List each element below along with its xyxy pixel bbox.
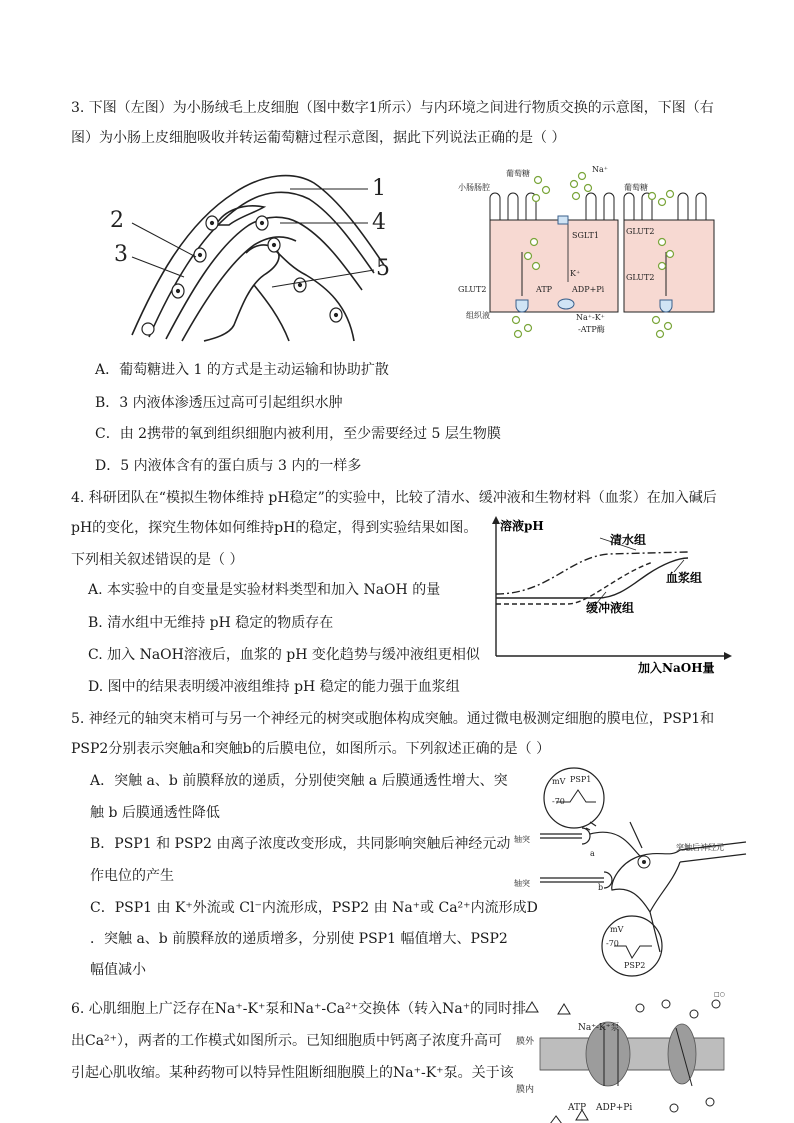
q3-label-4: 4 (372, 210, 386, 235)
q5-option-b-line1: B．PSP1 和 PSP2 由离子浓度改变形成，共同影响突触后神经元动 (90, 836, 511, 852)
q4-option-b: B. 清水组中无维持 pH 稳定的物质存在 (88, 615, 334, 631)
psp2-mv: mV (610, 925, 624, 934)
q5-option-a-line2: 触 b 后膜通透性降低 (90, 805, 220, 821)
q5-option-a-line1: A．突触 a、b 前膜释放的递质，分别使突触 a 后膜通透性增大、突 (90, 773, 508, 789)
inside-label: 膜内 (516, 1085, 535, 1095)
q4-option-c: C. 加入 NaOH溶液后，血浆的 pH 变化趋势与缓冲液组更相似 (88, 647, 480, 663)
adp-label: ADP+Pi (596, 1103, 633, 1113)
pump-label: Na⁺-K⁺泵 (578, 1023, 620, 1033)
q3-label-glut2-right: GLUT2 (626, 273, 655, 282)
x-axis-arrow (724, 652, 732, 660)
q3-label-sglt1: SGLT1 (572, 231, 599, 240)
q3-option-d: D．5 内液体含有的蛋白质与 3 内的一样多 (95, 458, 362, 474)
series-line-water (496, 552, 688, 594)
q3-label-5: 5 (376, 256, 390, 281)
q3-label-na: Na⁺ (592, 165, 608, 174)
q3-label-3: 3 (114, 242, 128, 267)
y-axis-arrow (492, 516, 500, 524)
q3-label-glucose2: 葡萄糖 (624, 183, 648, 192)
q4-stem-line3: 下列相关叙述错误的是（ ） (71, 552, 244, 568)
q5-stem-line1: 5. 神经元的轴突末梢可与另一个神经元的树突或胞体构成突触。通过微电极测定细胞的膜电位，PSP1和 (71, 711, 715, 727)
q6-pump-figure (516, 990, 730, 1123)
q3-option-c: C．由 2携带的氧到组织细胞内被利用，至少需要经过 5 层生物膜 (95, 426, 501, 442)
psp1-label: PSP1 (570, 775, 592, 784)
q3-stem-line2: 图）为小肠上皮细胞吸收并转运葡萄糖过程示意图，据此下列说法正确的是（ ） (71, 130, 566, 146)
q3-label-tissue: 组织液 (466, 311, 490, 320)
q5-option-c-line3: 幅值减小 (90, 962, 146, 978)
q4-stem-line1: 4. 科研团队在“模拟生物体维持 pH稳定”的实验中，比较了清水、缓冲液和生物材料（血浆）在加入碱后 (71, 490, 717, 506)
q3-label-atp: ATP (536, 285, 553, 294)
outside-label: 膜外 (516, 1037, 535, 1047)
q3-villus-figure (104, 165, 404, 345)
q3-option-b: B．3 内液体渗透压过高可引起组织水肿 (95, 395, 343, 411)
q3-label-pump1: Na⁺-K⁺ (576, 313, 605, 322)
legend-plasma: 血浆组 (666, 571, 703, 585)
q5-option-b-line2: 作电位的产生 (90, 868, 174, 884)
psp1-mv: mV (552, 777, 566, 786)
q3-stem-line1: 3. 下图（左图）为小肠绒毛上皮细胞（图中数字1所示）与内环境之间进行物质交换的示意图，下图（右 (71, 100, 714, 116)
q3-option-a: A．葡萄糖进入 1 的方式是主动运输和协助扩散 (95, 362, 389, 378)
axon-b-label: 轴突 (514, 879, 530, 888)
q6-stem-line3: 引起心肌收缩。某种药物可以特异性阻断细胞膜上的Na⁺-K⁺泵。关于该 (71, 1065, 514, 1081)
q4-option-a: A. 本实验中的自变量是实验材料类型和加入 NaOH 的量 (88, 582, 441, 598)
psp1-minus70: -70 (552, 797, 565, 806)
q4-stem-line2: pH的变化，探究生物体如何维持pH的稳定，得到实验结果如图。 (71, 520, 478, 536)
psp2-minus70: -70 (606, 939, 619, 948)
q5-option-c-line1: C．PSP1 由 K⁺外流或 Cl⁻内流形成，PSP2 由 Na⁺或 Ca²⁺内流形成D (90, 900, 538, 916)
chart-ylabel: 溶液pH (500, 519, 544, 533)
q3-label-lumen: 小肠肠腔 (458, 183, 490, 192)
chart-xlabel: 加入NaOH量 (638, 661, 715, 675)
q3-label-glut2-left: GLUT2 (458, 285, 487, 294)
q5-stem-line2: PSP2分别表示突触a和突触b的后膜电位，如图所示。下列叙述正确的是（ ） (71, 741, 551, 757)
q6-stem-line1: 6. 心肌细胞上广泛存在Na⁺-K⁺泵和Na⁺-Ca²⁺交换体（转入Na⁺的同时排 (71, 1001, 527, 1017)
axon-a-label: 轴突 (514, 835, 530, 844)
q3-transport-figure (456, 162, 718, 344)
q3-label-k: K⁺ (570, 269, 581, 278)
series-line-plasma (496, 558, 688, 598)
q5-neuron-figure (510, 762, 750, 982)
corner-legend: □○ (714, 991, 725, 998)
q3-label-1: 1 (372, 176, 386, 201)
q3-label-2: 2 (110, 208, 124, 233)
synapse-b-label: b (598, 883, 604, 892)
psp2-label: PSP2 (624, 961, 646, 970)
q3-label-glucose1: 葡萄糖 (506, 169, 530, 178)
legend-water: 清水组 (610, 533, 647, 547)
ph-chart (488, 514, 732, 676)
legend-buffer: 缓冲液组 (586, 601, 635, 615)
q5-option-c-line2: ．突触 a、b 前膜释放的递质增多，分别使 PSP1 幅值增大、PSP2 (90, 931, 508, 947)
q6-stem-line2: 出Ca²⁺），两者的工作模式如图所示。已知细胞质中钙离子浓度升高可 (71, 1033, 503, 1049)
q3-label-adp: ADP+Pi (572, 285, 605, 294)
atp-label: ATP (568, 1103, 587, 1113)
postsynaptic-neuron-label: 突触后神经元 (676, 843, 724, 852)
q3-label-glut2-top: GLUT2 (626, 227, 655, 236)
synapse-a-label: a (590, 849, 595, 858)
q3-label-pump2: -ATP酶 (578, 325, 605, 334)
q4-option-d: D. 图中的结果表明缓冲液组维持 pH 稳定的能力强于血浆组 (88, 679, 460, 695)
